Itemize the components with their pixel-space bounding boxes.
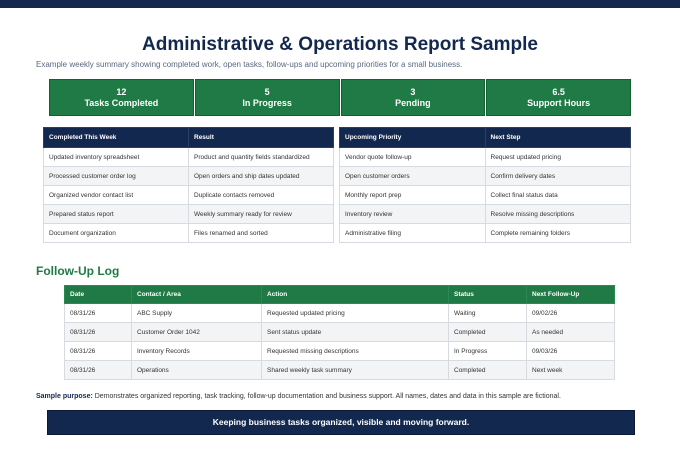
followup-section-title: Follow-Up Log (36, 264, 120, 278)
table-cell: Customer Order 1042 (132, 323, 262, 342)
stat-card-support-hours (486, 79, 631, 116)
purpose-label: Sample purpose: (36, 393, 93, 400)
stat-label: Tasks Completed (84, 97, 159, 108)
column-header: Next Step (485, 128, 631, 148)
table-cell: Waiting (449, 304, 527, 323)
table-cell: Files renamed and sorted (189, 224, 334, 243)
table-cell: Complete remaining folders (485, 224, 631, 243)
followup-table (64, 285, 615, 380)
stat-card-tasks-completed (49, 79, 194, 116)
stat-card-in-progress (195, 79, 340, 116)
table-row (65, 304, 615, 323)
table-cell: ABC Supply (132, 304, 262, 323)
stat-label: Pending (395, 97, 431, 108)
table-cell: Completed (449, 323, 527, 342)
table-cell: 08/31/26 (65, 323, 132, 342)
table-cell: Confirm delivery dates (485, 167, 631, 186)
table-cell: Administrative filing (340, 224, 486, 243)
page-subtitle: Example weekly summary showing completed work, open tasks, follow-ups and upcoming priorities for a small business. (36, 60, 463, 69)
table-cell: Product and quantity fields standardized (189, 148, 334, 167)
table-cell: Vendor quote follow-up (340, 148, 486, 167)
table-cell: Request updated pricing (485, 148, 631, 167)
sample-purpose-note (36, 393, 561, 400)
table-cell: Collect final status data (485, 186, 631, 205)
table-cell: In Progress (449, 342, 527, 361)
table-cell: Resolve missing descriptions (485, 205, 631, 224)
table-cell: As needed (527, 323, 615, 342)
table-row (65, 342, 615, 361)
footer-banner: Keeping business tasks organized, visible and moving forward. (47, 410, 635, 435)
table-cell: Updated inventory spreadsheet (44, 148, 189, 167)
table-cell: Requested updated pricing (262, 304, 449, 323)
table-row (44, 167, 334, 186)
table-row (65, 323, 615, 342)
column-header: Date (65, 286, 132, 304)
column-header: Status (449, 286, 527, 304)
table-cell: Completed (449, 361, 527, 380)
table-row (44, 224, 334, 243)
table-cell: Next week (527, 361, 615, 380)
table-cell: Requested missing descriptions (262, 342, 449, 361)
table-row (65, 361, 615, 380)
column-header: Contact / Area (132, 286, 262, 304)
column-header: Completed This Week (44, 128, 189, 148)
table-cell: Monthly report prep (340, 186, 486, 205)
stat-value: 5 (264, 86, 270, 97)
table-cell: Operations (132, 361, 262, 380)
table-cell: Open customer orders (340, 167, 486, 186)
table-row (44, 148, 334, 167)
stat-label: Support Hours (527, 97, 591, 108)
table-cell: Weekly summary ready for review (189, 205, 334, 224)
stat-value: 3 (410, 86, 416, 97)
stat-value: 12 (116, 86, 127, 97)
column-header: Next Follow-Up (527, 286, 615, 304)
stat-label: In Progress (242, 97, 292, 108)
table-cell: Inventory review (340, 205, 486, 224)
table-row (340, 224, 631, 243)
table-cell: 08/31/26 (65, 304, 132, 323)
table-cell: Shared weekly task summary (262, 361, 449, 380)
stat-card-pending (341, 79, 486, 116)
table-cell: Sent status update (262, 323, 449, 342)
table-cell: Organized vendor contact list (44, 186, 189, 205)
completed-table (43, 127, 334, 243)
table-row (340, 205, 631, 224)
table-header-row (44, 128, 334, 148)
page-title: Administrative & Operations Report Sample (142, 34, 538, 55)
table-cell: Inventory Records (132, 342, 262, 361)
stats-row (49, 79, 631, 116)
stat-value: 6.5 (552, 86, 565, 97)
column-header: Result (189, 128, 334, 148)
table-cell: 08/31/26 (65, 361, 132, 380)
table-row (340, 148, 631, 167)
table-cell: Prepared status report (44, 205, 189, 224)
table-row (340, 186, 631, 205)
table-cell: 09/03/26 (527, 342, 615, 361)
purpose-text: Demonstrates organized reporting, task tracking, follow-up documentation and business support. All names, dates and data in this sample are fictional. (92, 393, 561, 400)
table-cell: Open orders and ship dates updated (189, 167, 334, 186)
table-row (44, 186, 334, 205)
table-row (340, 167, 631, 186)
top-accent-bar (0, 0, 680, 8)
upcoming-table (339, 127, 631, 243)
table-cell: 09/02/26 (527, 304, 615, 323)
table-row (44, 205, 334, 224)
table-cell: Document organization (44, 224, 189, 243)
table-cell: Duplicate contacts removed (189, 186, 334, 205)
table-cell: Processed customer order log (44, 167, 189, 186)
table-cell: 08/31/26 (65, 342, 132, 361)
column-header: Action (262, 286, 449, 304)
table-header-row (65, 286, 615, 304)
column-header: Upcoming Priority (340, 128, 486, 148)
table-header-row (340, 128, 631, 148)
